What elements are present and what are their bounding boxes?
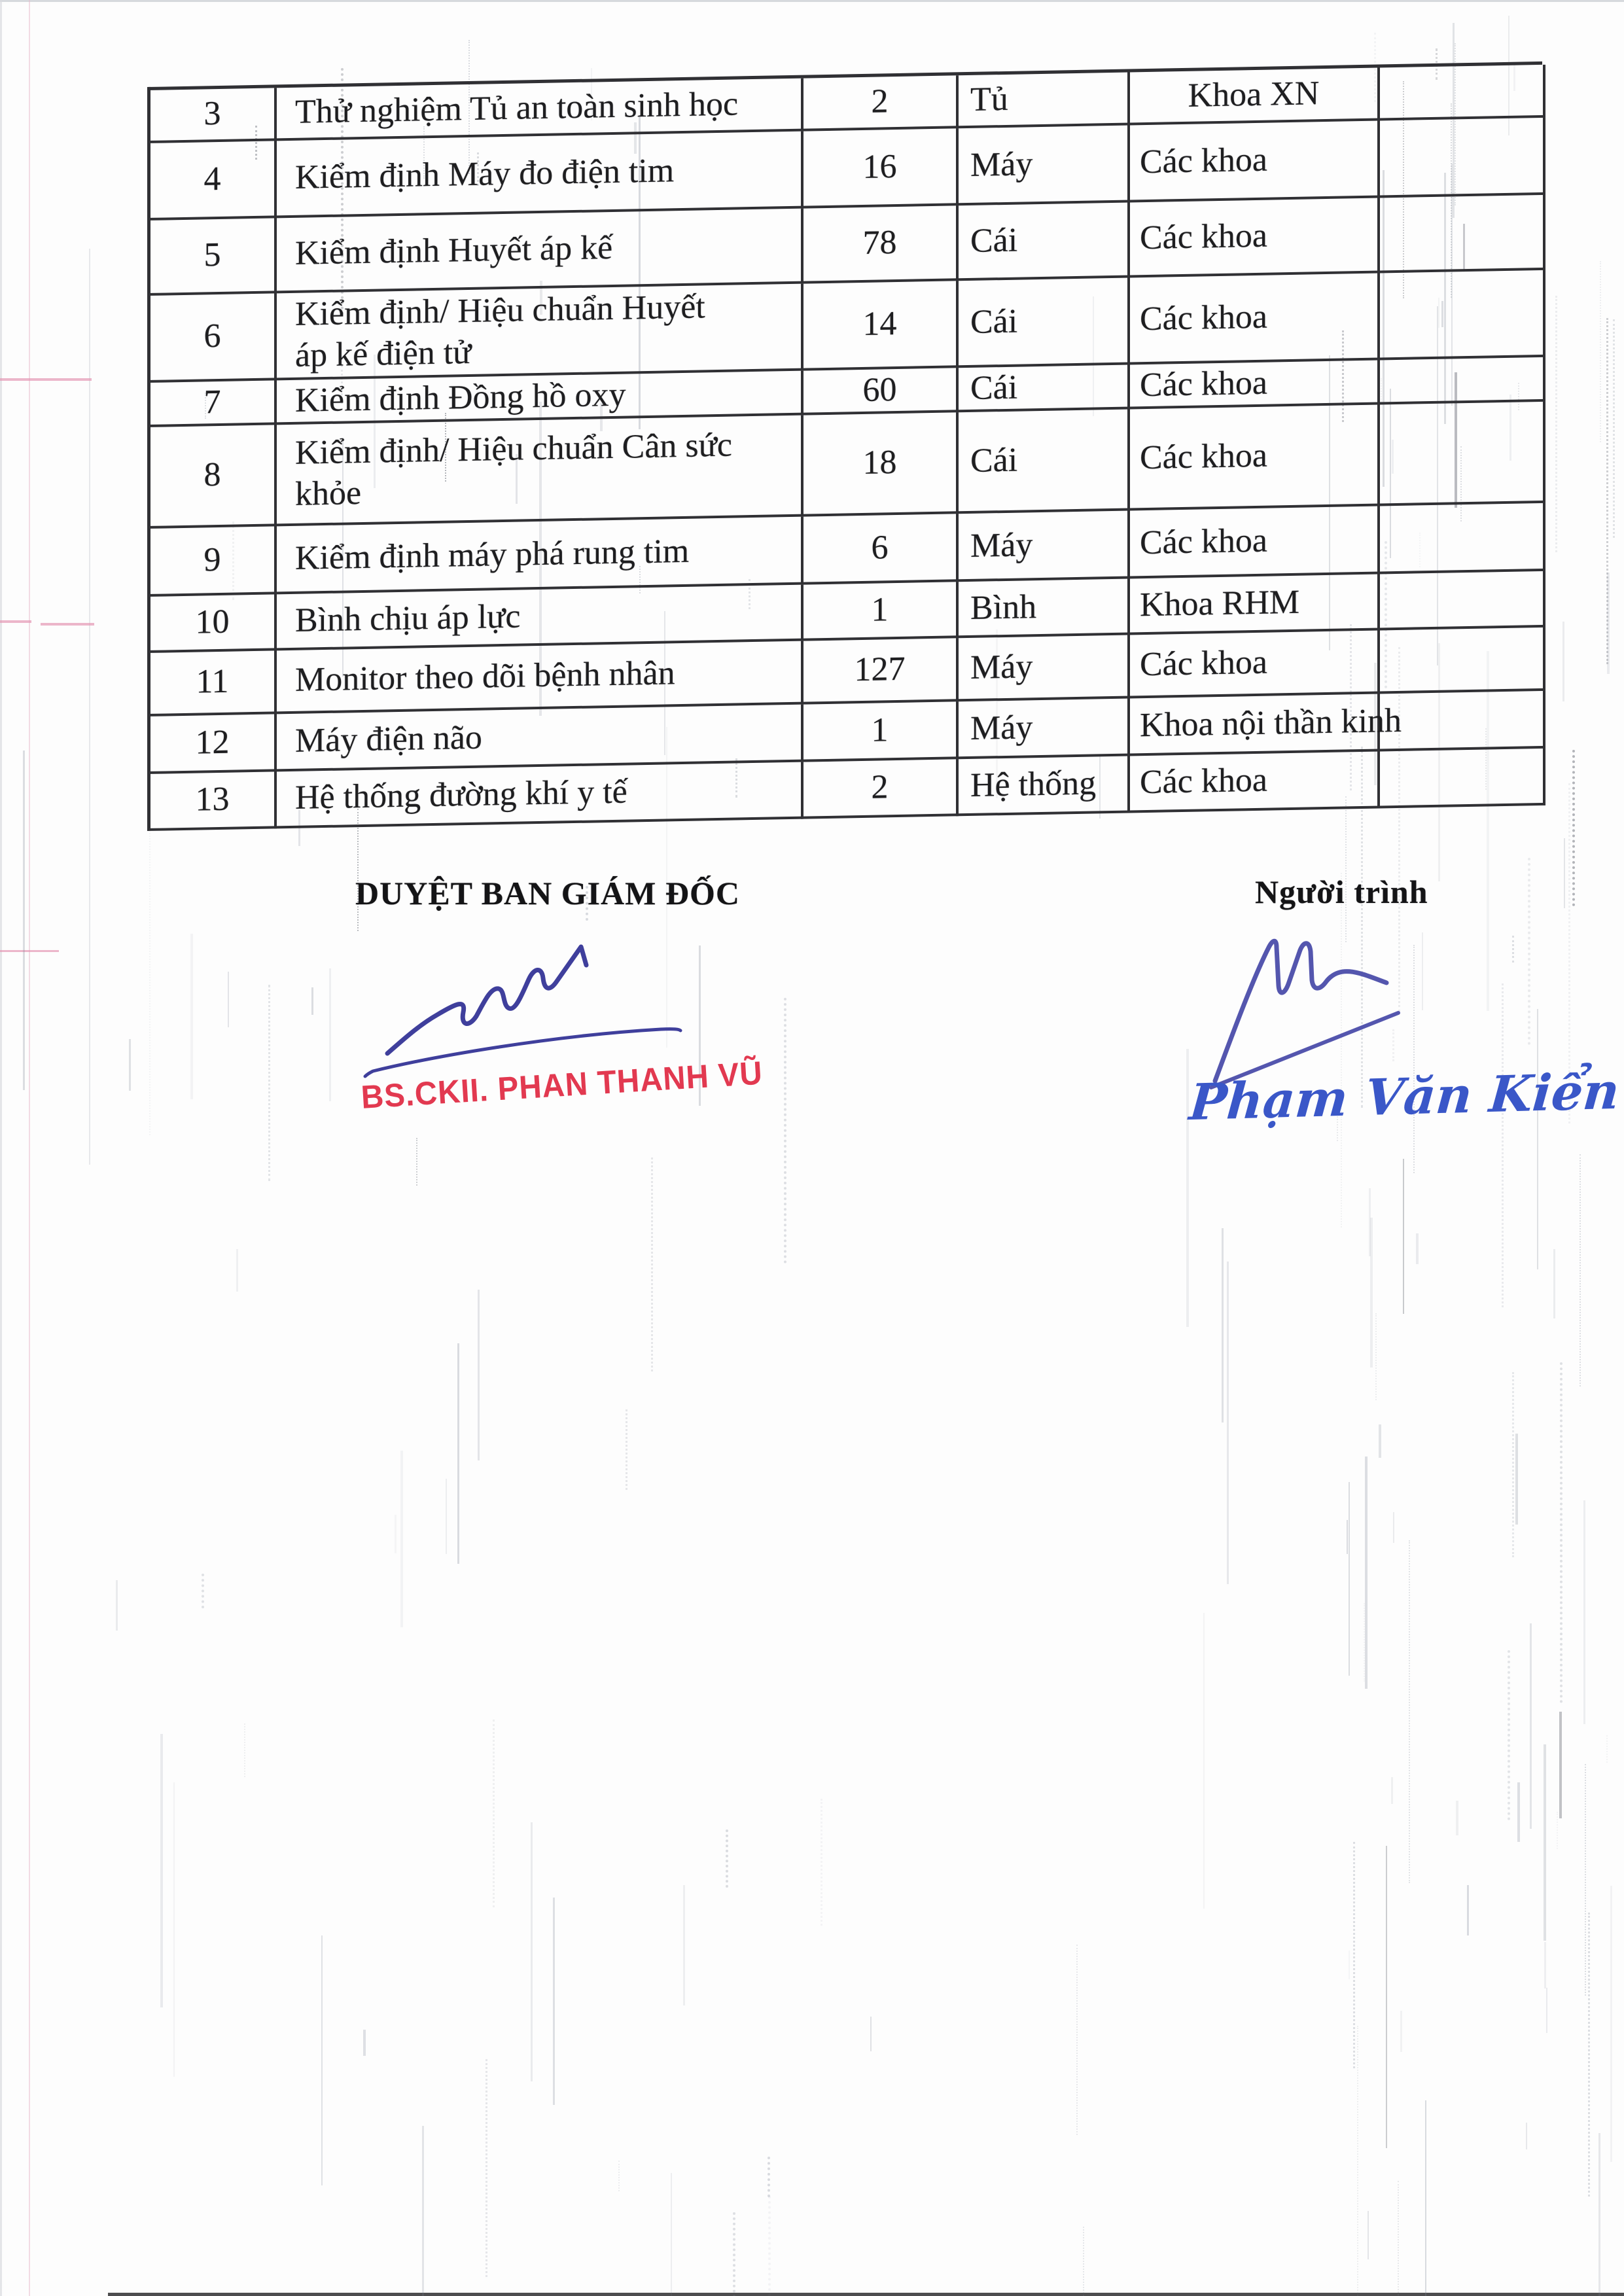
scan-noise-streak [1546,1988,1547,2033]
cell-dept: Các khoa [1130,198,1380,277]
scan-noise-streak [190,934,193,1099]
scan-noise-streak [1606,1735,1608,1763]
scan-noise-streak [416,1138,417,1186]
cell-dept: Các khoa [1130,506,1380,578]
scan-noise-streak [395,1515,397,1554]
scan-noise-streak [683,1885,685,2005]
scan-noise-streak [446,1479,447,1555]
cell-name: Monitor theo dõi bệnh nhân [277,641,803,715]
scan-noise-streak [1572,750,1575,906]
cell-no: 3 [150,88,277,143]
scan-noise-streak [268,985,270,1181]
cell-dept: Khoa RHM [1130,574,1380,635]
cell-qty: 78 [803,205,959,283]
cell-qty: 6 [803,514,959,584]
scan-noise-streak [1227,1262,1229,1585]
cell-no: 5 [150,218,277,296]
scan-noise-streak [1416,1233,1419,1264]
scan-noise-streak [1560,1362,1562,1703]
scan-noise-streak [149,798,150,1136]
scan-noise-streak [1588,1913,1590,2196]
cell-name: Thử nghiệm Tủ an toàn sinh học [277,79,803,141]
cell-no: 13 [150,771,277,831]
scan-noise-streak [1203,1613,1205,1909]
scan-noise-streak [236,1249,238,1291]
scan-noise-streak [1607,573,1610,674]
scan-noise-streak [173,1782,175,2077]
cell-name: Máy điện não [277,705,803,772]
cell-empty [1380,118,1545,198]
cell-name: Bình chịu áp lực [277,585,803,651]
scan-noise-streak [1528,858,1530,1045]
scan-noise-streak [329,968,331,1101]
cell-name: Kiểm định/ Hiệu chuẩn Cân sức khỏe [277,415,803,527]
cell-dept: Các khoa [1130,360,1380,409]
cell-empty [1380,749,1545,809]
scan-noise-streak [363,2030,366,2056]
scan-noise-streak [1347,1520,1348,1554]
approver-name-stamp: BS.CKII. PHAN THANH VŨ [360,1054,764,1116]
scan-noise-streak [784,998,786,1263]
presenter-title: Người trình [1255,874,1428,910]
scan-noise-streak [1222,1228,1224,1422]
cell-no: 6 [150,293,277,383]
presenter-signature-ink [1201,916,1410,1093]
cell-name: Kiểm định máy phá rung tim [277,517,803,595]
equipment-table [147,62,1542,831]
cell-unit: Máy [959,125,1130,205]
scan-noise-streak [1512,936,1514,963]
scan-noise-streak [1564,838,1565,908]
cell-dept: Các khoa [1130,751,1380,813]
cell-name: Kiểm định Máy đo điện tim [277,132,803,219]
scan-noise-streak [1357,2026,1358,2296]
scan-noise-streak [1353,1842,1355,2068]
cell-empty [1380,627,1545,694]
cell-empty [1380,357,1545,405]
scan-noise-streak [422,2126,424,2296]
scan-noise-streak [1467,1885,1469,1935]
scan-noise-streak [1425,2100,1426,2296]
scan-noise-streak [1393,1512,1394,1543]
signature-stroke [1215,941,1386,1081]
scan-noise-streak [457,1343,459,1564]
scan-noise-streak [116,1580,118,1631]
scan-noise-streak [870,2017,872,2051]
cell-dept: Các khoa [1130,630,1380,698]
scan-noise-streak [1365,1457,1368,1689]
scan-noise-streak [1456,1801,1458,1835]
cell-no: 7 [150,380,277,427]
cell-name: Kiểm định/ Hiệu chuẩn Huyết áp kế điện tử [277,284,803,381]
scan-noise-streak [1526,2123,1527,2149]
scan-noise-streak [493,1720,495,1907]
scan-artifact-pink-dash [0,378,92,381]
scanner-edge-bottom [108,2293,1624,2296]
cell-unit: Tủ [959,72,1130,128]
cell-dept: Khoa nội thần kinh [1130,694,1380,756]
scan-noise-streak [1613,319,1615,538]
scan-noise-streak [1517,1782,1520,1842]
cell-qty: 1 [803,582,959,641]
approver-signature-ink [353,926,700,1083]
cell-dept: Khoa XN [1130,67,1380,125]
scan-noise-streak [1370,1218,1373,1368]
cell-no: 10 [150,594,277,653]
scan-noise-streak [1598,2133,1600,2296]
cell-qty: 18 [803,412,959,516]
scan-noise-streak [1369,1188,1371,1256]
cell-dept: Các khoa [1130,120,1380,202]
scan-noise-streak [733,2212,735,2296]
scan-noise-streak [1553,1249,1555,1319]
scan-noise-streak [1502,983,1504,1307]
scan-noise-streak [23,751,25,1090]
cell-empty [1380,691,1545,752]
cell-unit: Hệ thống [959,756,1130,816]
scan-noise-streak [553,1898,555,2105]
cell-no: 9 [150,526,277,597]
scan-noise-streak [1544,1744,1546,1941]
scan-noise-streak [821,1799,822,1926]
cell-name: Kiểm định Huyết áp kế [277,209,803,294]
cell-qty: 127 [803,638,959,704]
scan-noise-streak [626,1409,627,1490]
cell-empty [1380,402,1545,506]
scan-noise-streak [1400,2011,1402,2052]
scan-noise-streak [618,2161,620,2191]
scan-noise-streak [768,2196,771,2296]
scan-noise-streak [1368,2211,1369,2259]
cell-empty [1380,503,1545,574]
cell-qty: 16 [803,128,959,208]
scan-noise-streak [1403,1159,1404,1314]
scan-noise-streak [1391,1777,1393,1804]
scan-noise-streak [478,1290,480,1461]
scanner-edge-top [0,0,1624,2]
cell-unit: Máy [959,635,1130,701]
scan-noise-streak [671,2173,672,2296]
cell-unit: Máy [959,698,1130,759]
scan-artifact-pink-dash [41,623,94,626]
scan-noise-streak [1083,2227,1084,2296]
cell-unit: Cái [959,364,1130,412]
scan-noise-streak [1580,1154,1581,1386]
scan-noise-streak [1398,2181,1399,2296]
scan-artifact-pink-dash [0,950,59,952]
scan-artifact-pink-dash [0,620,31,623]
scan-noise-streak [531,1822,533,2081]
scan-noise-streak [1583,1500,1585,1725]
cell-unit: Cái [959,277,1130,368]
cell-qty: 14 [803,281,959,370]
scan-noise-streak [1508,1650,1510,1820]
cell-no: 11 [150,650,277,716]
scan-noise-streak [1559,1712,1562,1818]
cell-unit: Máy [959,510,1130,582]
cell-empty [1380,195,1545,274]
cell-empty [1380,571,1545,631]
scan-noise-streak [1186,1049,1189,1327]
scan-noise-streak [357,809,359,930]
cell-qty: 1 [803,701,959,762]
cell-empty [1380,270,1545,361]
scan-noise-streak [228,972,229,1027]
cell-dept: Các khoa [1130,404,1380,510]
scan-noise-streak [321,1935,323,2185]
cell-unit: Cái [959,409,1130,514]
scan-noise-streak [1375,1313,1377,1400]
scan-noise-streak [160,1734,163,2008]
scan-artifact-pink-line [29,0,30,2296]
scan-noise-streak [202,1574,204,1609]
scan-noise-streak [1386,1846,1387,2148]
scan-noise-streak [485,2059,487,2277]
cell-unit: Cái [959,202,1130,281]
scanner-edge-left [0,0,2,2296]
scan-noise-streak [1349,1951,1350,1979]
cell-name: Kiểm định Đồng hồ oxy [277,371,803,425]
scan-noise-streak [1413,945,1415,1173]
scan-noise-streak [1364,1603,1365,1681]
scan-noise-streak [1562,622,1564,701]
cell-name: Hệ thống đường khí y tế [277,762,803,829]
scan-noise-streak [1530,1623,1532,1829]
scan-noise-streak [768,2157,770,2197]
scan-noise-streak [1555,296,1557,552]
scan-noise-streak [1610,1886,1612,2162]
cell-no: 12 [150,714,277,774]
approval-title: DUYỆT BAN GIÁM ĐỐC [355,875,740,911]
scan-noise-streak [1512,1372,1514,1557]
cell-qty: 2 [803,75,959,131]
scan-noise-streak [1379,1424,1381,1458]
scan-noise-streak [651,1157,653,1371]
presenter-name-stamp: Phạm Văn Kiển [1187,1061,1622,1132]
cell-empty [1380,65,1545,121]
scan-noise-streak [244,1723,245,1777]
scan-noise-streak [1600,261,1601,442]
scan-noise-streak [311,987,313,1015]
cell-no: 4 [150,141,277,221]
scan-noise-streak [400,1451,403,1627]
scan-noise-streak [1349,1482,1350,1676]
scan-noise-streak [1409,1540,1410,1883]
scan-noise-streak [129,1039,131,1091]
scan-artifact-gray-line [89,249,90,1165]
cell-qty: 2 [803,759,959,819]
scan-noise-streak [726,1829,728,1888]
scan-noise-streak [1537,1009,1538,1269]
scan-noise-streak [1422,932,1423,1010]
scan-noise-streak [1585,1764,1586,1996]
scan-noise-streak [1076,1945,1078,2135]
cell-no: 8 [150,425,277,529]
scan-noise-streak [1606,318,1608,664]
scan-noise-streak [1515,1434,1518,1525]
cell-unit: Bình [959,578,1130,638]
scan-noise-streak [1557,1812,1558,1848]
scan-noise-streak [1544,1942,1546,1988]
cell-dept: Các khoa [1130,273,1380,364]
cell-qty: 60 [803,368,959,415]
